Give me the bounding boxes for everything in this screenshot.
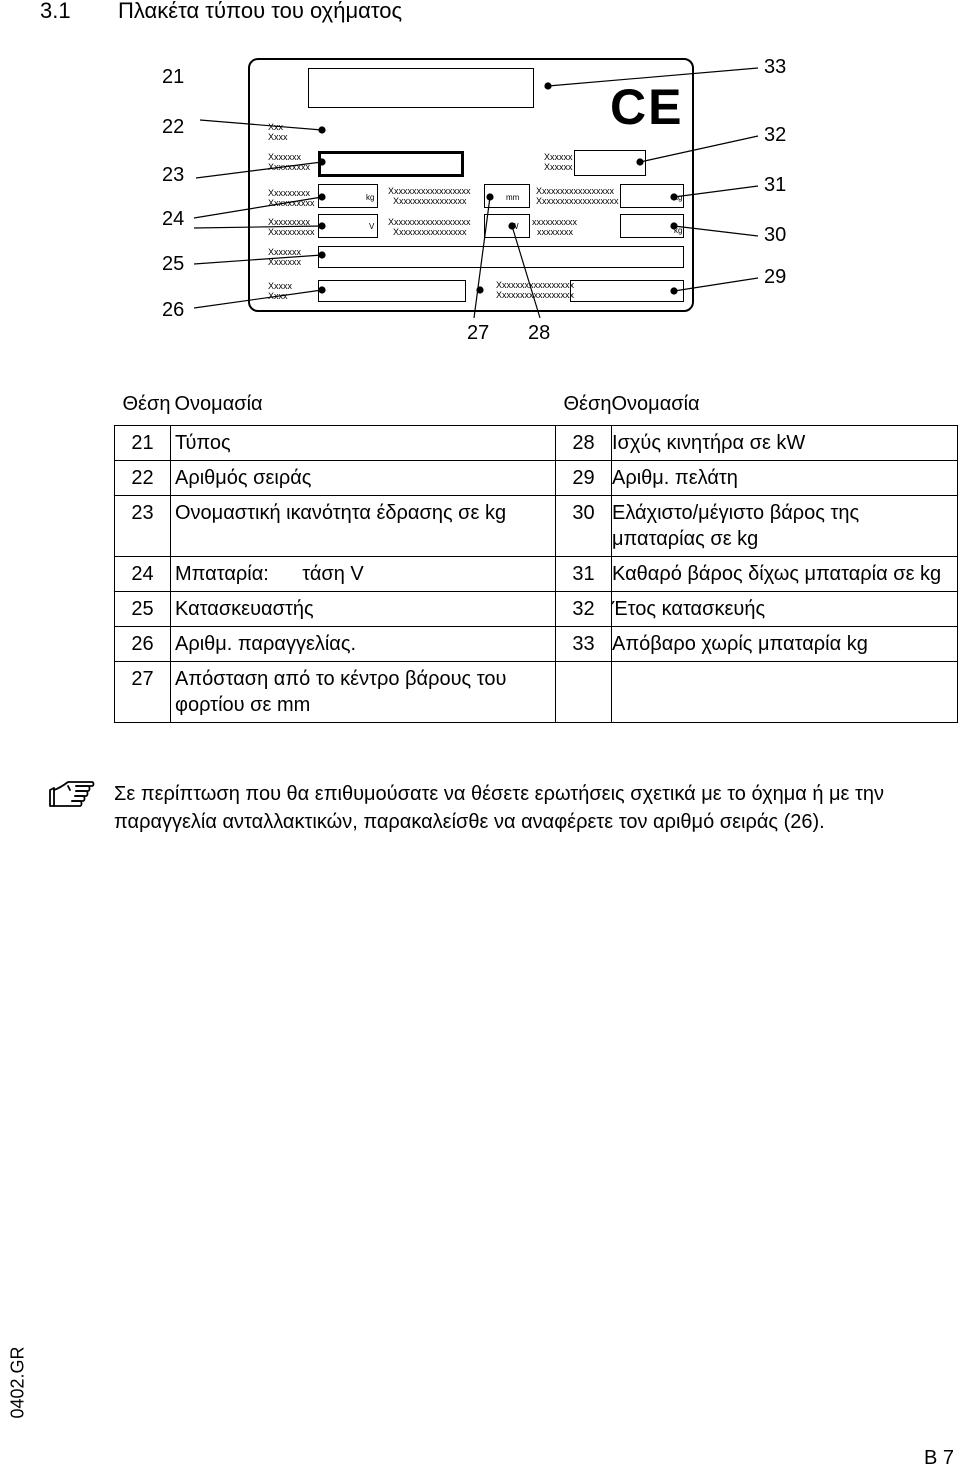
row-position: 28 xyxy=(556,426,612,461)
battery-label: Xxxxxxxxx Xxxxxxxxxx xyxy=(268,188,315,208)
customer-number-label: Xxxxxxxxxxxxxxxxx Xxxxxxxxxxxxxxxxx xyxy=(496,280,575,300)
callout-22: 22 xyxy=(162,116,185,138)
row-designation: Αριθμ. πελάτη xyxy=(612,461,958,496)
motor-power-unit: W xyxy=(511,222,519,231)
row-designation: Ελάχιστο/μέγιστο βάρος της μπαταρίας σε kg xyxy=(612,496,958,557)
legend-table xyxy=(114,385,958,723)
row-position: 30 xyxy=(556,496,612,557)
table-row xyxy=(115,627,958,662)
table-row xyxy=(115,557,958,592)
motor-power-field xyxy=(484,214,530,238)
row-designation: Αριθμ. παραγγελίας. xyxy=(171,627,556,662)
table-row xyxy=(115,592,958,627)
row-position: 33 xyxy=(556,627,612,662)
row-designation: Ισχύς κινητήρα σε kW xyxy=(612,426,958,461)
row-designation: Αριθμός σειράς xyxy=(171,461,556,496)
row-designation xyxy=(612,662,958,723)
net-weight-label: Xxxxxxxxxxxxxxxxx Xxxxxxxxxxxxxxxxxx xyxy=(536,186,619,206)
capacity-label: Xxxxxxx Xxxxxxxxx xyxy=(268,152,311,172)
section-number: 3.1 xyxy=(40,0,71,23)
type-field xyxy=(308,68,534,108)
order-number-label: Xxxxx Xxxx xyxy=(268,281,293,301)
row-position: 21 xyxy=(115,426,171,461)
callout-28: 28 xyxy=(528,322,551,344)
row-position: 31 xyxy=(556,557,612,592)
table-row xyxy=(115,461,958,496)
net-weight-unit: kg xyxy=(674,193,683,202)
year-field xyxy=(574,150,646,176)
row-position: 24 xyxy=(115,557,171,592)
callout-33: 33 xyxy=(764,56,787,78)
customer-number-field xyxy=(570,280,684,302)
serial-label: Xxx Xxxx xyxy=(268,122,288,142)
section-title: Πλακέτα τύπου του οχήματος xyxy=(118,0,403,23)
row-position xyxy=(556,662,612,723)
callout-25: 25 xyxy=(162,253,185,275)
ce-mark-icon: CE xyxy=(610,79,684,135)
callout-26: 26 xyxy=(162,299,185,321)
callout-31: 31 xyxy=(764,174,787,196)
callout-29: 29 xyxy=(764,266,787,288)
header-position-left: Θέση xyxy=(122,393,171,415)
callout-32: 32 xyxy=(764,124,787,146)
manufacturer-field xyxy=(318,246,684,268)
row-position: 23 xyxy=(115,496,171,557)
header-position-right: Θέση xyxy=(563,393,612,415)
row-designation: Έτος κατασκευής xyxy=(612,592,958,627)
year-label: Xxxxxx Xxxxxx xyxy=(544,152,573,172)
row-position: 25 xyxy=(115,592,171,627)
header-name-left: Ονομασία xyxy=(174,393,263,415)
callout-27: 27 xyxy=(467,322,490,344)
row-designation: Κατασκευαστής xyxy=(171,592,556,627)
table-row xyxy=(115,496,958,557)
header-name-right: Ονομασία xyxy=(611,393,700,415)
serial-number-note: Σε περίπτωση που θα επιθυμούσατε να θέσετε ερωτήσεις σχετικά με το όχημα ή με την παραγγελία ανταλλακτικών, παρακαλείσθε να αναφέρετε τον αριθμό σειράς (26). xyxy=(114,783,885,833)
row-position: 32 xyxy=(556,592,612,627)
load-centre-label: Xxxxxxxxxxxxxxxxxx Xxxxxxxxxxxxxxxx xyxy=(388,186,471,206)
row-designation: Απόβαρο χωρίς μπαταρία kg xyxy=(612,627,958,662)
table-row xyxy=(115,662,958,723)
capacity-unit: kg xyxy=(366,193,375,202)
row-designation: Μπαταρία: τάση V xyxy=(171,557,556,592)
callout-21: 21 xyxy=(162,66,185,88)
row-position: 27 xyxy=(115,662,171,723)
voltage-unit: V xyxy=(369,222,375,231)
motor-power-label: Xxxxxxxxxxxxxxxxxx Xxxxxxxxxxxxxxxx xyxy=(388,217,471,237)
battery-weight-label: xxxxxxxxxx xxxxxxxx xyxy=(532,217,577,237)
page-number: B 7 xyxy=(923,1447,954,1469)
table-header-row xyxy=(115,385,958,426)
battery-weight-unit: kg xyxy=(674,226,683,235)
pointing-hand-icon xyxy=(48,776,96,820)
row-designation: Απόσταση από το κέντρο βάρους του φορτίου σε mm xyxy=(171,662,556,723)
load-centre-unit: mm xyxy=(506,193,520,202)
callout-23: 23 xyxy=(162,164,185,186)
callout-24: 24 xyxy=(162,208,185,230)
manufacturer-label: Xxxxxxx Xxxxxxx xyxy=(268,247,302,267)
row-designation: Τύπος xyxy=(171,426,556,461)
row-designation: Ονομαστική ικανότητα έδρασης σε kg xyxy=(171,496,556,557)
order-number-field xyxy=(318,280,466,302)
row-position: 26 xyxy=(115,627,171,662)
callout-30: 30 xyxy=(764,224,787,246)
serial-number-field xyxy=(318,151,464,177)
row-designation: Καθαρό βάρος δίχως μπαταρία σε kg xyxy=(612,557,958,592)
row-position: 22 xyxy=(115,461,171,496)
voltage-label: Xxxxxxxxx Xxxxxxxxxx xyxy=(268,217,315,237)
table-row xyxy=(115,426,958,461)
row-position: 29 xyxy=(556,461,612,496)
document-code: 0402.GR xyxy=(7,1346,28,1419)
